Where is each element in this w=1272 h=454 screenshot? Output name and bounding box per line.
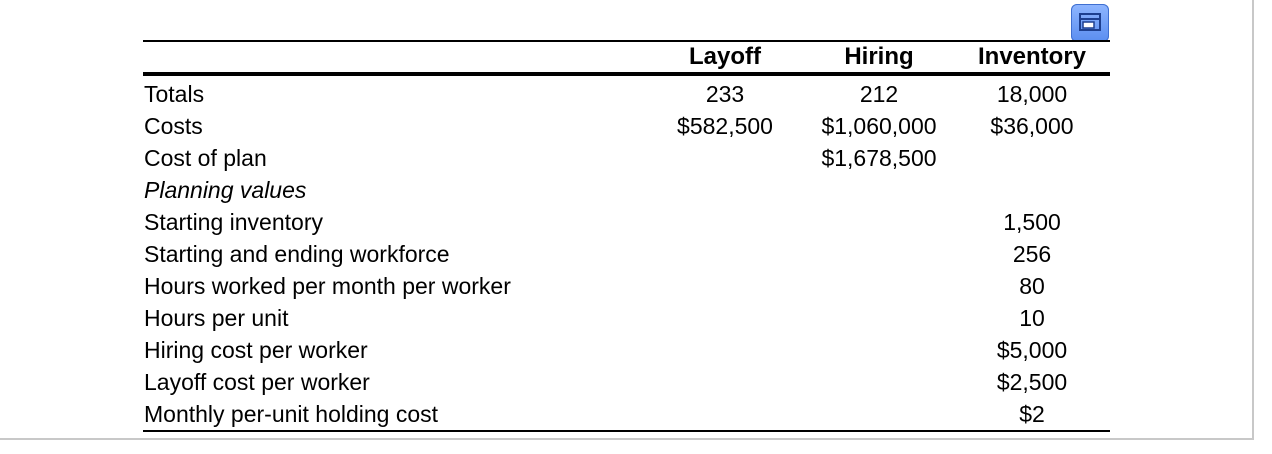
row-label-hours-worked: Hours worked per month per worker xyxy=(144,273,511,299)
costs-inventory: $36,000 xyxy=(990,113,1074,139)
row-label-totals: Totals xyxy=(144,81,205,107)
header-layoff: Layoff xyxy=(689,43,761,70)
popout-window-glyph xyxy=(1077,11,1103,35)
header-inventory: Inventory xyxy=(977,43,1087,70)
hours-worked-value: 80 xyxy=(1019,273,1045,299)
totals-layoff: 233 xyxy=(705,81,745,107)
table-bottom-rule xyxy=(143,430,1110,432)
row-label-workforce: Starting and ending workforce xyxy=(144,241,450,267)
hours-per-unit-value: 10 xyxy=(1019,305,1045,331)
row-label-hours-per-unit: Hours per unit xyxy=(144,305,289,331)
holding-cost-value: $2 xyxy=(1019,401,1045,427)
header-rule xyxy=(143,72,1110,76)
hiring-cost-value: $5,000 xyxy=(996,337,1068,363)
costs-layoff: $582,500 xyxy=(677,113,773,139)
popout-window-icon[interactable] xyxy=(1071,4,1109,42)
costs-hiring: $1,060,000 xyxy=(821,113,937,139)
row-label-starting-inventory: Starting inventory xyxy=(144,209,323,235)
totals-inventory: 18,000 xyxy=(996,81,1068,107)
row-label-costs: Costs xyxy=(144,113,203,139)
layoff-cost-value: $2,500 xyxy=(996,369,1068,395)
totals-hiring: 212 xyxy=(859,81,899,107)
section-label-planning-values: Planning values xyxy=(144,177,307,203)
table-top-rule xyxy=(143,40,1110,42)
cost-of-plan-value: $1,678,500 xyxy=(821,145,937,171)
header-hiring: Hiring xyxy=(844,43,914,70)
row-label-layoff-cost: Layoff cost per worker xyxy=(144,369,370,395)
row-label-holding-cost: Monthly per-unit holding cost xyxy=(144,401,439,427)
row-label-hiring-cost: Hiring cost per worker xyxy=(144,337,368,363)
starting-inventory-value: 1,500 xyxy=(1003,209,1061,235)
row-label-cost-of-plan: Cost of plan xyxy=(144,145,267,171)
workforce-value: 256 xyxy=(1012,241,1052,267)
